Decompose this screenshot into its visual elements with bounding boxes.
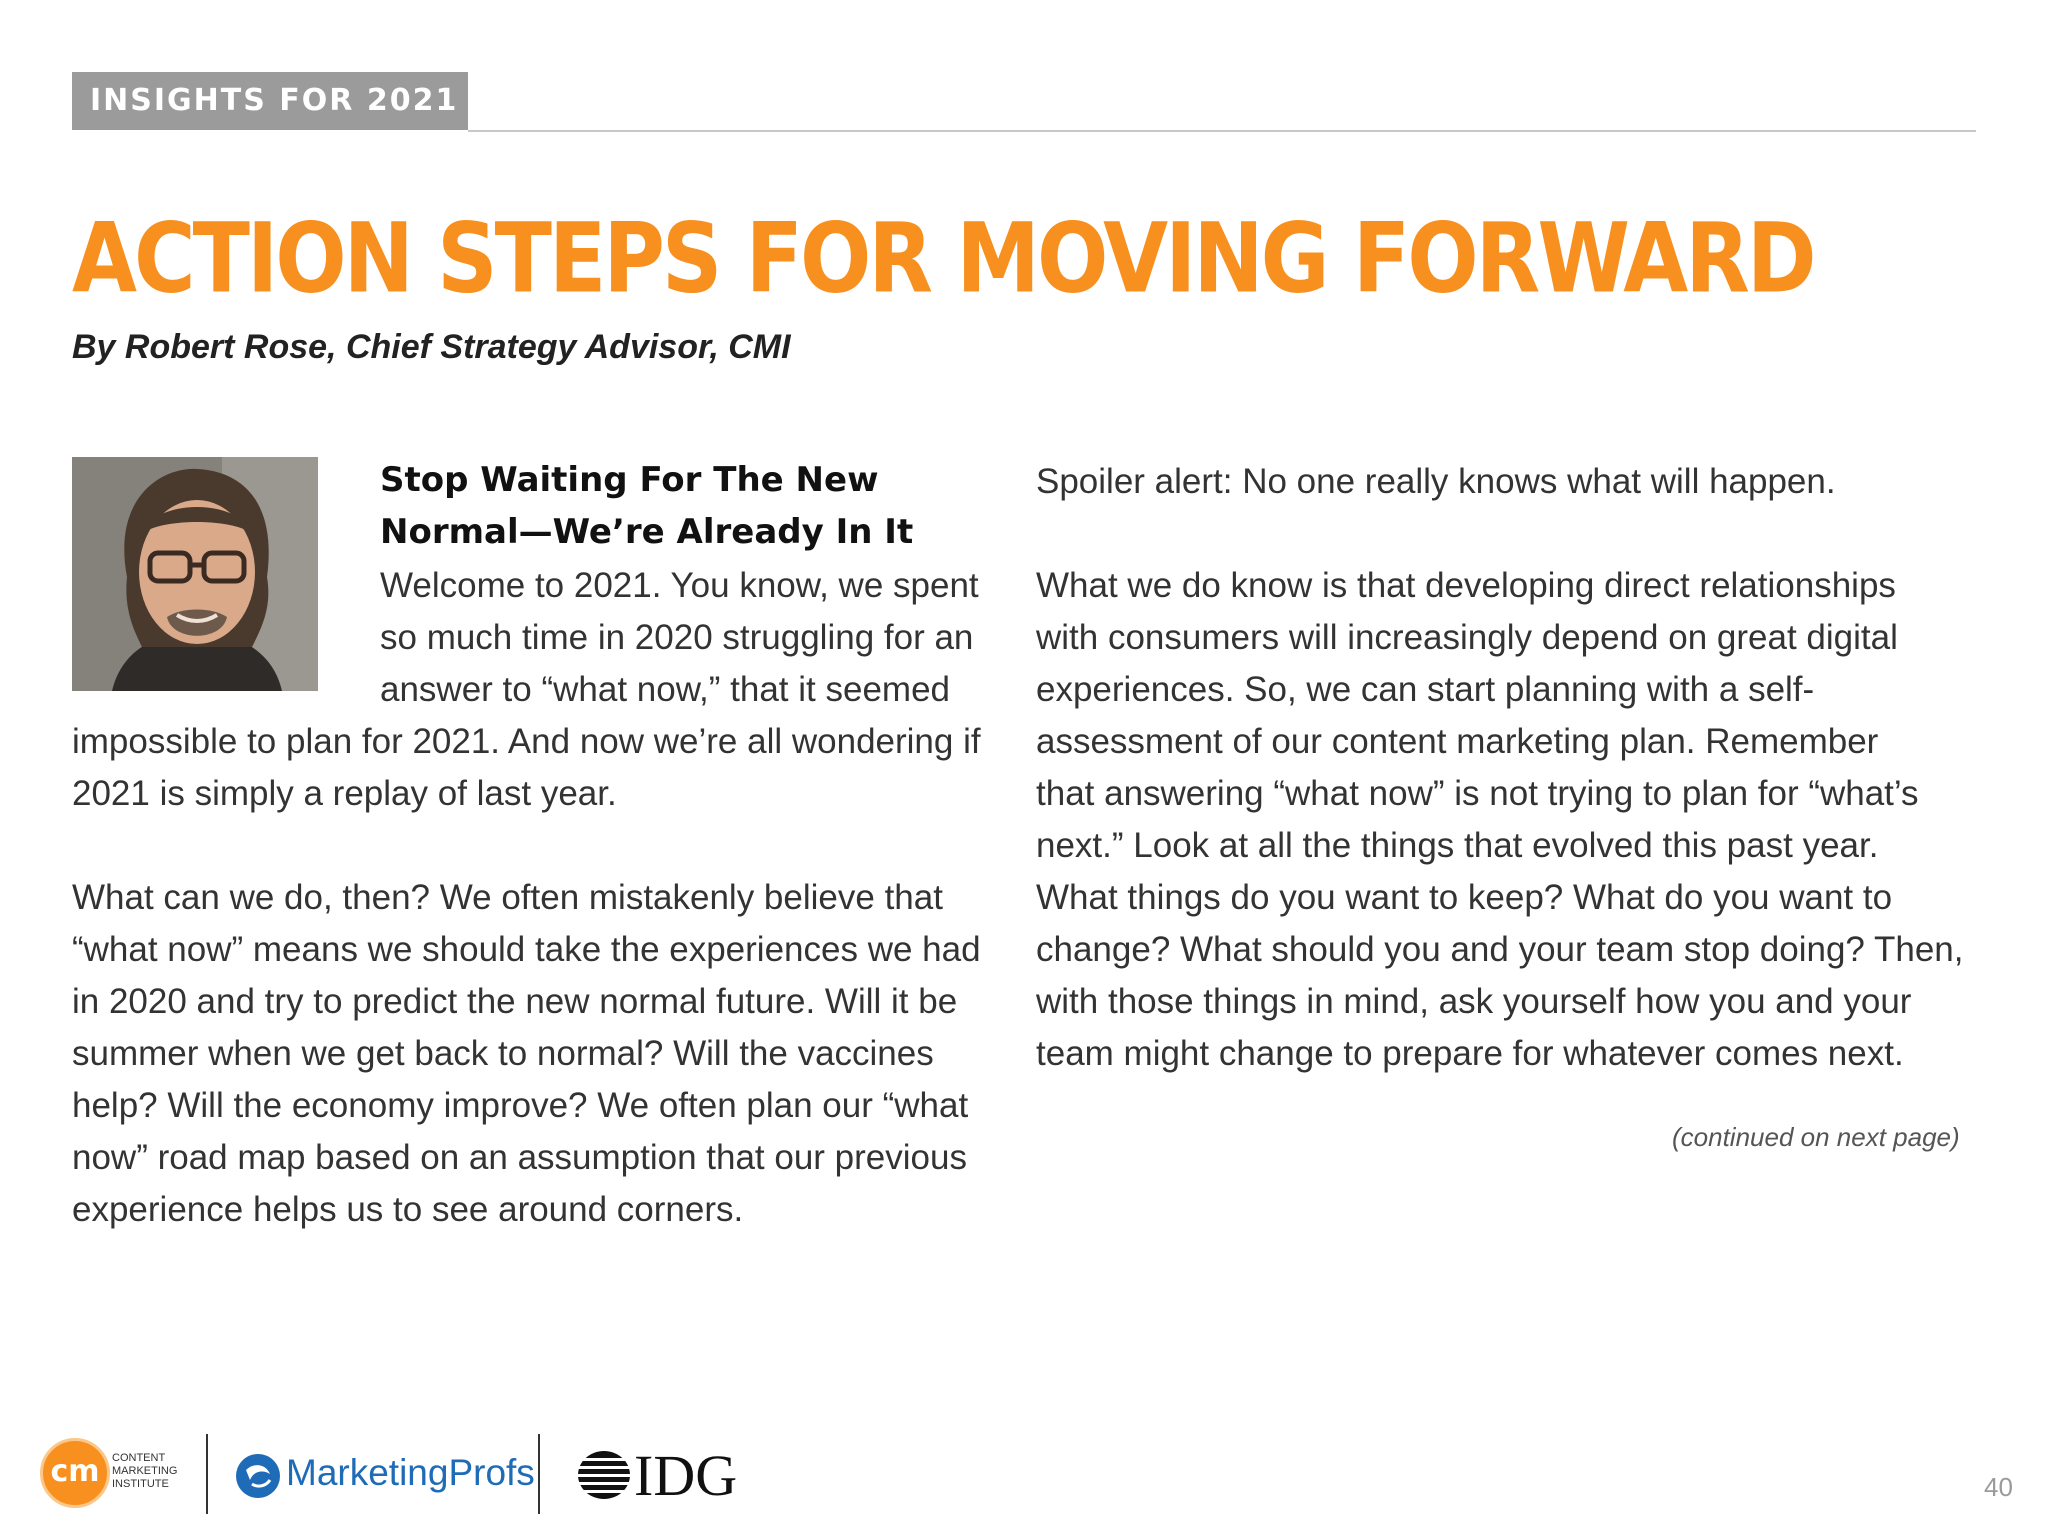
- idg-logo: IDG: [634, 1443, 738, 1508]
- paragraph-line: What we do know is that developing direct relationships: [1036, 566, 1896, 605]
- paragraph-line: 2021 is simply a replay of last year.: [72, 774, 617, 813]
- paragraph-line: What can we do, then? We often mistakenly believe that: [72, 878, 943, 917]
- section-tag: INSIGHTS FOR 2021: [72, 72, 468, 130]
- author-byline: By Robert Rose, Chief Strategy Advisor, CMI: [72, 328, 791, 366]
- logo-divider: [206, 1434, 208, 1514]
- paragraph-line: answer to “what now,” that it seemed: [380, 670, 950, 709]
- paragraph-line: that answering “what now” is not trying to plan for “what’s: [1036, 774, 1919, 813]
- paragraph-line: experience helps us to see around corners.: [72, 1190, 744, 1229]
- cmi-wordmark-line: INSTITUTE: [112, 1478, 169, 1490]
- paragraph-line: experiences. So, we can start planning with a self-: [1036, 670, 1815, 709]
- paragraph-line: impossible to plan for 2021. And now we’re all wondering if: [72, 722, 981, 761]
- paragraph-line: so much time in 2020 struggling for an: [380, 618, 974, 657]
- marketingprofs-logo: MarketingProfs: [286, 1452, 535, 1493]
- paragraph-line: in 2020 and try to predict the new normal future. Will it be: [72, 982, 958, 1021]
- cmi-wordmark: [112, 1452, 177, 1491]
- author-portrait-image: [72, 457, 318, 691]
- subhead-line: Normal—We’re Already In It: [380, 512, 914, 552]
- paragraph-line: team might change to prepare for whatever comes next.: [1036, 1034, 1904, 1073]
- paragraph-line: with those things in mind, ask yourself how you and your: [1036, 982, 1912, 1021]
- idg-globe-icon: [572, 1448, 636, 1502]
- article-subhead: [380, 454, 913, 558]
- paragraph-line: Welcome to 2021. You know, we spent: [380, 566, 979, 605]
- paragraph-line: assessment of our content marketing plan. Remember: [1036, 722, 1879, 761]
- paragraph-line: summer when we get back to normal? Will the vaccines: [72, 1034, 934, 1073]
- footer-logos: [40, 1430, 800, 1510]
- paragraph-line: “what now” means we should take the experiences we had: [72, 930, 981, 969]
- paragraph-line: Spoiler alert: No one really knows what will happen.: [1036, 462, 1836, 501]
- author-photo: [72, 457, 318, 691]
- subhead-line: Stop Waiting For The New: [380, 460, 879, 500]
- page-number: 40: [1984, 1472, 2013, 1502]
- cmi-wordmark-line: MARKETING: [112, 1465, 178, 1477]
- page-title: ACTION STEPS FOR MOVING FORWARD: [72, 201, 1814, 315]
- logo-divider: [538, 1434, 540, 1514]
- marketingprofs-globe-icon: [236, 1454, 280, 1498]
- paragraph-line: with consumers will increasingly depend on great digital: [1036, 618, 1898, 657]
- paragraph-line: change? What should you and your team stop doing? Then,: [1036, 930, 1964, 969]
- paragraph-line: What things do you want to keep? What do you want to: [1036, 878, 1893, 917]
- header-divider-line: [468, 130, 1976, 132]
- paragraph-line: next.” Look at all the things that evolved this past year.: [1036, 826, 1879, 865]
- continued-note: (continued on next page): [1672, 1122, 1960, 1152]
- paragraph-line: now” road map based on an assumption that our previous: [72, 1138, 967, 1177]
- paragraph-line: help? Will the economy improve? We often plan our “what: [72, 1086, 969, 1125]
- cmi-wordmark-line: CONTENT: [112, 1452, 166, 1464]
- cmi-logo-icon: cm: [40, 1438, 110, 1508]
